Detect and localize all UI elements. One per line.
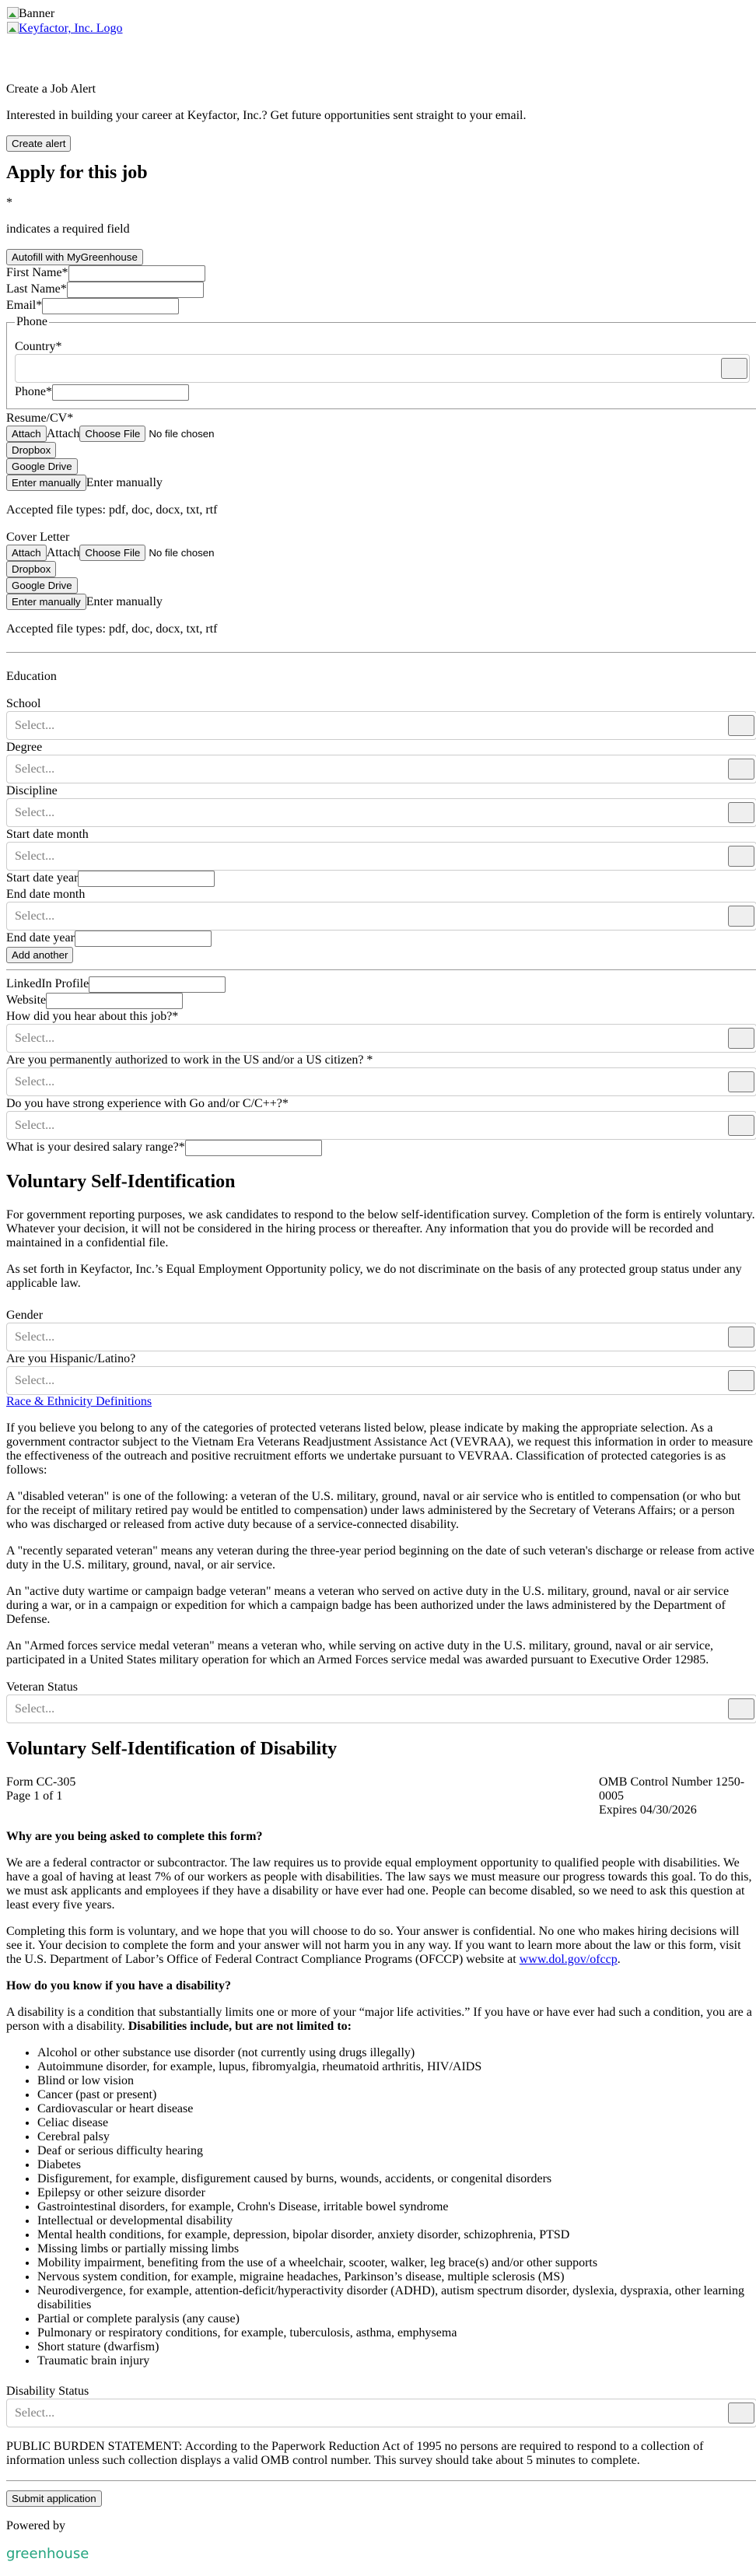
go-cpp-placeholder: Select... xyxy=(15,1119,55,1132)
disability-list-item: • Blind or low vision xyxy=(37,2074,756,2088)
start-month-dropdown-button[interactable] xyxy=(728,846,754,867)
autofill-mygreenhouse-button[interactable]: Autofill with MyGreenhouse xyxy=(6,249,143,265)
self-id-title: Voluntary Self-Identification xyxy=(6,1172,236,1192)
phone-label: Phone* xyxy=(15,385,52,399)
start-year-label: Start date year xyxy=(6,871,79,885)
hispanic-select[interactable] xyxy=(6,1366,756,1395)
disability-list-item: • Cancer (past or present) xyxy=(37,2088,756,2102)
broken-image-icon xyxy=(6,6,19,19)
recently-separated-definition: A "recently separated veteran" means any veteran during the three-year period beginning on the date of such veteran's discharge or release from active duty in the U.S. military, ground, naval, or air service. xyxy=(6,1544,754,1572)
website-input[interactable] xyxy=(46,993,183,1009)
start-year-input[interactable] xyxy=(78,871,215,887)
resume-attach-button[interactable]: Attach xyxy=(6,426,47,442)
education-title: Education xyxy=(6,670,57,683)
discipline-placeholder: Select... xyxy=(15,806,55,819)
degree-label: Degree xyxy=(6,741,43,754)
required-note: indicates a required field xyxy=(6,223,130,236)
hear-about-placeholder: Select... xyxy=(15,1032,55,1045)
veteran-status-select[interactable] xyxy=(6,1695,756,1723)
resume-choose-file-button[interactable]: Choose File xyxy=(79,426,145,442)
create-alert-button[interactable]: Create alert xyxy=(6,135,71,152)
salary-row xyxy=(6,1140,756,1156)
phone-fieldset xyxy=(6,316,756,409)
start-year-row xyxy=(6,871,756,887)
cover-letter-google-drive-button[interactable]: Google Drive xyxy=(6,577,78,594)
disability-list-item: • Nervous system condition, for example, migraine headaches, Parkinson’s disease, multiple sclerosis (MS) xyxy=(37,2270,756,2284)
omb-control-number: OMB Control Number 1250-0005 xyxy=(599,1775,745,1803)
disability-list-item: • Missing limbs or partially missing limbs xyxy=(37,2242,756,2256)
voluntary-text-body: Completing this form is voluntary, and we hope that you will choose to do so. Your answer is confidential. No one who makes hiring decisions will see it. Your decision to complete the form and your answer will not harm you in any way. If you want to learn more about the law or this form, visit the U.S. Department of Labor’s Office of Federal Contract Compliance Programs (OFCCP) website at xyxy=(6,1925,741,1966)
first-name-input[interactable] xyxy=(68,265,205,282)
disability-list-item: • Traumatic brain injury xyxy=(37,2354,756,2368)
cover-letter-attach-text: Attach xyxy=(46,546,80,559)
race-ethnicity-definitions-link[interactable]: Race & Ethnicity Definitions xyxy=(6,1395,152,1408)
why-heading: Why are you being asked to complete this form? xyxy=(6,1830,263,1843)
veteran-status-dropdown-button[interactable] xyxy=(728,1698,754,1719)
email-row xyxy=(6,298,756,314)
discipline-label: Discipline xyxy=(6,784,58,797)
end-year-row xyxy=(6,931,756,947)
banner-alt-text: Banner xyxy=(19,7,55,20)
apply-title: Apply for this job xyxy=(6,163,148,183)
company-logo-link[interactable] xyxy=(6,21,756,36)
hear-about-select[interactable] xyxy=(6,1024,756,1053)
last-name-input[interactable] xyxy=(67,282,204,298)
disabled-veteran-definition: A "disabled veteran" is one of the following: a veteran of the U.S. military, ground, naval or air service who is entitled to compensation (or who but for the receipt of military retired pay would be entitled to compensation) under laws administered by the Secretary of Veterans Affairs; or a person who was discharged or released from active duty because of a service-connected disability. xyxy=(6,1490,741,1531)
veteran-status-placeholder: Select... xyxy=(15,1702,55,1716)
job-alert-description: Interested in building your career at Keyfactor, Inc.? Get future opportunities sent straight to your email. xyxy=(6,109,527,122)
disability-list-item: • Celiac disease xyxy=(37,2116,756,2130)
disability-list xyxy=(6,2046,756,2368)
gender-placeholder: Select... xyxy=(15,1330,55,1344)
disability-status-placeholder: Select... xyxy=(15,2406,55,2420)
banner xyxy=(6,6,756,21)
cover-letter-choose-file-button[interactable]: Choose File xyxy=(79,545,145,561)
disability-list-item: • Pulmonary or respiratory conditions, for example, tuberculosis, asthma, emphysema xyxy=(37,2326,756,2340)
disability-list-item: • Cerebral palsy xyxy=(37,2130,756,2144)
country-dropdown-button[interactable] xyxy=(721,358,747,379)
end-month-select[interactable] xyxy=(6,902,756,931)
linkedin-label: LinkedIn Profile xyxy=(6,977,89,991)
disability-list-item: • Diabetes xyxy=(37,2158,756,2172)
cover-letter-enter-manually-text: Enter manually xyxy=(86,595,163,608)
disability-title: Voluntary Self-Identification of Disability xyxy=(6,1739,338,1759)
resume-google-drive-button[interactable]: Google Drive xyxy=(6,458,78,475)
start-month-label: Start date month xyxy=(6,828,89,841)
disability-list-item: • Alcohol or other substance use disorder (not currently using drugs illegally) xyxy=(37,2046,756,2060)
how-text xyxy=(6,2006,756,2034)
linkedin-row xyxy=(6,976,756,993)
hispanic-dropdown-button[interactable] xyxy=(728,1370,754,1391)
resume-dropbox-button[interactable]: Dropbox xyxy=(6,442,56,458)
logo-alt-text: Keyfactor, Inc. Logo xyxy=(19,22,123,35)
why-text: We are a federal contractor or subcontractor. The law requires us to provide equal employment opportunity to qualified people with disabilities. We have a goal of having at least 7% of our workers as people with disabilities. The law says we must measure our progress towards this goal. To do this, we must ask applicants and employees if they have a disability or have ever had one. People can become disabled, so we need to ask this question at least every five years. xyxy=(6,1856,752,1912)
discipline-select[interactable] xyxy=(6,798,756,827)
cover-letter-enter-manually-button[interactable]: Enter manually xyxy=(6,594,86,610)
resume-file-status: No file chosen xyxy=(149,428,215,440)
disability-list-item: • Deaf or serious difficulty hearing xyxy=(37,2144,756,2158)
resume-attach-row xyxy=(6,426,756,442)
salary-input[interactable] xyxy=(185,1140,322,1156)
cover-letter-file-status: No file chosen xyxy=(149,547,215,559)
form-page: Page 1 of 1 xyxy=(6,1789,63,1803)
country-select[interactable] xyxy=(15,354,750,383)
email-label: Email* xyxy=(6,299,43,313)
hear-about-label: How did you hear about this job?* xyxy=(6,1010,179,1023)
cover-letter-attach-row xyxy=(6,545,756,561)
phone-legend: Phone xyxy=(16,315,47,328)
country-label: Country* xyxy=(15,340,62,353)
resume-enter-manually-button[interactable]: Enter manually xyxy=(6,475,86,491)
veteran-intro: If you believe you belong to any of the categories of protected veterans listed below, please indicate by making the appropriate selection. As a government contractor subject to the Vietnam Era Veterans Readjustment Assistance Act (VEVRAA), we request this information in order to measure the effectiveness of the outreach and positive recruitment efforts we undertake pursuant to VEVRAA. Classification of protected categories is as follows: xyxy=(6,1421,753,1477)
start-month-placeholder: Select... xyxy=(15,850,55,863)
greenhouse-logo: greenhouse xyxy=(6,2546,89,2562)
public-burden-statement: PUBLIC BURDEN STATEMENT: According to the Paperwork Reduction Act of 1995 no persons are required to respond to a collection of information unless such collection displays a valid OMB control number. This survey should take about 5 minutes to complete. xyxy=(6,2440,704,2467)
gender-label: Gender xyxy=(6,1309,44,1322)
start-month-select[interactable] xyxy=(6,842,756,871)
cover-letter-dropbox-button[interactable]: Dropbox xyxy=(6,561,56,577)
first-name-row xyxy=(6,265,756,282)
degree-placeholder: Select... xyxy=(15,762,55,776)
disability-list-item: • Mental health conditions, for example, depression, bipolar disorder, anxiety disorder, schizophrenia, PTSD xyxy=(37,2228,756,2242)
cover-letter-attach-button[interactable]: Attach xyxy=(6,545,47,561)
go-cpp-dropdown-button[interactable] xyxy=(728,1115,754,1136)
website-row xyxy=(6,993,756,1009)
resume-enter-manually-text: Enter manually xyxy=(86,476,163,489)
resume-attach-text: Attach xyxy=(46,427,80,440)
powered-by: Powered by xyxy=(6,2519,65,2532)
resume-label: Resume/CV* xyxy=(6,412,74,425)
divider xyxy=(6,652,756,653)
school-select[interactable] xyxy=(6,711,756,740)
work-authorization-placeholder: Select... xyxy=(15,1075,55,1088)
hispanic-placeholder: Select... xyxy=(15,1374,55,1387)
work-authorization-select[interactable] xyxy=(6,1067,756,1096)
work-authorization-dropdown-button[interactable] xyxy=(728,1071,754,1092)
end-month-label: End date month xyxy=(6,888,86,901)
required-star: * xyxy=(6,196,12,209)
school-label: School xyxy=(6,697,41,710)
school-dropdown-button[interactable] xyxy=(728,715,754,736)
hispanic-label: Are you Hispanic/Latino? xyxy=(6,1352,136,1365)
disability-list-item: • Cardiovascular or heart disease xyxy=(37,2102,756,2116)
gender-dropdown-button[interactable] xyxy=(728,1327,754,1348)
how-heading: How do you know if you have a disability? xyxy=(6,1979,231,1992)
disability-status-label: Disability Status xyxy=(6,2385,89,2398)
work-authorization-label: Are you permanently authorized to work in the US and/or a US citizen? * xyxy=(6,1053,373,1067)
how-text-body: A disability is a condition that substantially limits one or more of your “major life activities.” If you have or have ever had such a condition, you are a person with a disability. xyxy=(6,2006,752,2033)
disability-list-item: • Neurodivergence, for example, attention-deficit/hyperactivity disorder (ADHD), autism spectrum disorder, dyslexia, dyspraxia, other learning disabilities xyxy=(37,2284,756,2312)
disability-list-item: • Gastrointestinal disorders, for example, Crohn's Disease, irritable bowel syndrome xyxy=(37,2200,756,2214)
cover-letter-accepted-types: Accepted file types: pdf, doc, docx, txt, rtf xyxy=(6,622,218,636)
school-placeholder: Select... xyxy=(15,719,55,732)
disability-list-item: • Short stature (dwarfism) xyxy=(37,2340,756,2354)
omb-expires: Expires 04/30/2026 xyxy=(599,1803,697,1817)
disability-list-item: • Disfigurement, for example, disfigurement caused by burns, wounds, accidents, or congenital disorders xyxy=(37,2172,756,2186)
gender-select[interactable] xyxy=(6,1323,756,1351)
ofccp-link[interactable]: www.dol.gov/ofccp xyxy=(519,1953,618,1966)
last-name-row xyxy=(6,282,756,298)
self-id-intro: For government reporting purposes, we ask candidates to respond to the below self-identification survey. Completion of the form is entirely voluntary. Whatever your decision, it will not be considered in the hiring process or thereafter. Any information that you do provide will be recorded and maintained in a confidential file. xyxy=(6,1208,755,1249)
armed-forces-definition: An "Armed forces service medal veteran" means a veteran who, while serving on active duty in the U.S. military, ground, naval or air service, participated in a United States military operation for which an Armed Forces service medal was awarded pursuant to Executive Order 12985. xyxy=(6,1639,714,1667)
go-cpp-label: Do you have strong experience with Go and/or C/C++?* xyxy=(6,1097,289,1110)
discipline-dropdown-button[interactable] xyxy=(728,802,754,823)
linkedin-input[interactable] xyxy=(89,976,226,993)
divider xyxy=(6,2480,756,2481)
cover-letter-label: Cover Letter xyxy=(6,531,70,544)
form-id: Form CC-305 xyxy=(6,1775,76,1789)
broken-image-icon xyxy=(6,21,19,33)
website-label: Website xyxy=(6,994,47,1008)
last-name-label: Last Name* xyxy=(6,282,67,296)
resume-accepted-types: Accepted file types: pdf, doc, docx, txt, rtf xyxy=(6,503,218,517)
degree-dropdown-button[interactable] xyxy=(728,759,754,780)
salary-label: What is your desired salary range?* xyxy=(6,1141,185,1155)
divider xyxy=(6,969,756,970)
veteran-status-label: Veteran Status xyxy=(6,1681,78,1694)
disability-list-item: • Epilepsy or other seizure disorder xyxy=(37,2186,756,2200)
eeo-statement: As set forth in Keyfactor, Inc.’s Equal Employment Opportunity policy, we do not discriminate on the basis of any protected group status under any applicable law. xyxy=(6,1263,742,1290)
voluntary-text-end: . xyxy=(617,1953,621,1966)
form-meta xyxy=(6,1775,756,1817)
go-cpp-select[interactable] xyxy=(6,1111,756,1140)
add-another-education-button[interactable]: Add another xyxy=(6,947,73,963)
how-text-bold: Disabilities include, but are not limited to: xyxy=(128,2020,352,2033)
end-month-dropdown-button[interactable] xyxy=(728,906,754,927)
end-month-placeholder: Select... xyxy=(15,909,55,923)
phone-input[interactable] xyxy=(52,384,189,401)
disability-list-item: • Mobility impairment, benefiting from the use of a wheelchair, scooter, walker, leg brace(s) and/or other supports xyxy=(37,2256,756,2270)
submit-application-button[interactable]: Submit application xyxy=(6,2490,102,2507)
first-name-label: First Name* xyxy=(6,266,68,280)
disability-list-item: • Partial or complete paralysis (any cause) xyxy=(37,2312,756,2326)
active-duty-definition: An "active duty wartime or campaign badge veteran" means a veteran who served on active duty in the U.S. military, ground, naval or air service during a war, or in a campaign or expedition for which a campaign badge has been authorized under the laws administered by the Department of Defense. xyxy=(6,1585,730,1626)
hear-about-dropdown-button[interactable] xyxy=(728,1028,754,1049)
job-alert-title: Create a Job Alert xyxy=(6,82,96,96)
end-year-input[interactable] xyxy=(75,931,212,947)
end-year-label: End date year xyxy=(6,931,75,945)
voluntary-text xyxy=(6,1925,756,1967)
phone-row xyxy=(15,384,756,401)
email-input[interactable] xyxy=(42,298,179,314)
disability-list-item: • Intellectual or developmental disability xyxy=(37,2214,756,2228)
disability-status-select[interactable] xyxy=(6,2399,756,2427)
degree-select[interactable] xyxy=(6,755,756,783)
disability-status-dropdown-button[interactable] xyxy=(728,2403,754,2424)
disability-list-item: • Autoimmune disorder, for example, lupus, fibromyalgia, rheumatoid arthritis, HIV/AIDS xyxy=(37,2060,756,2074)
